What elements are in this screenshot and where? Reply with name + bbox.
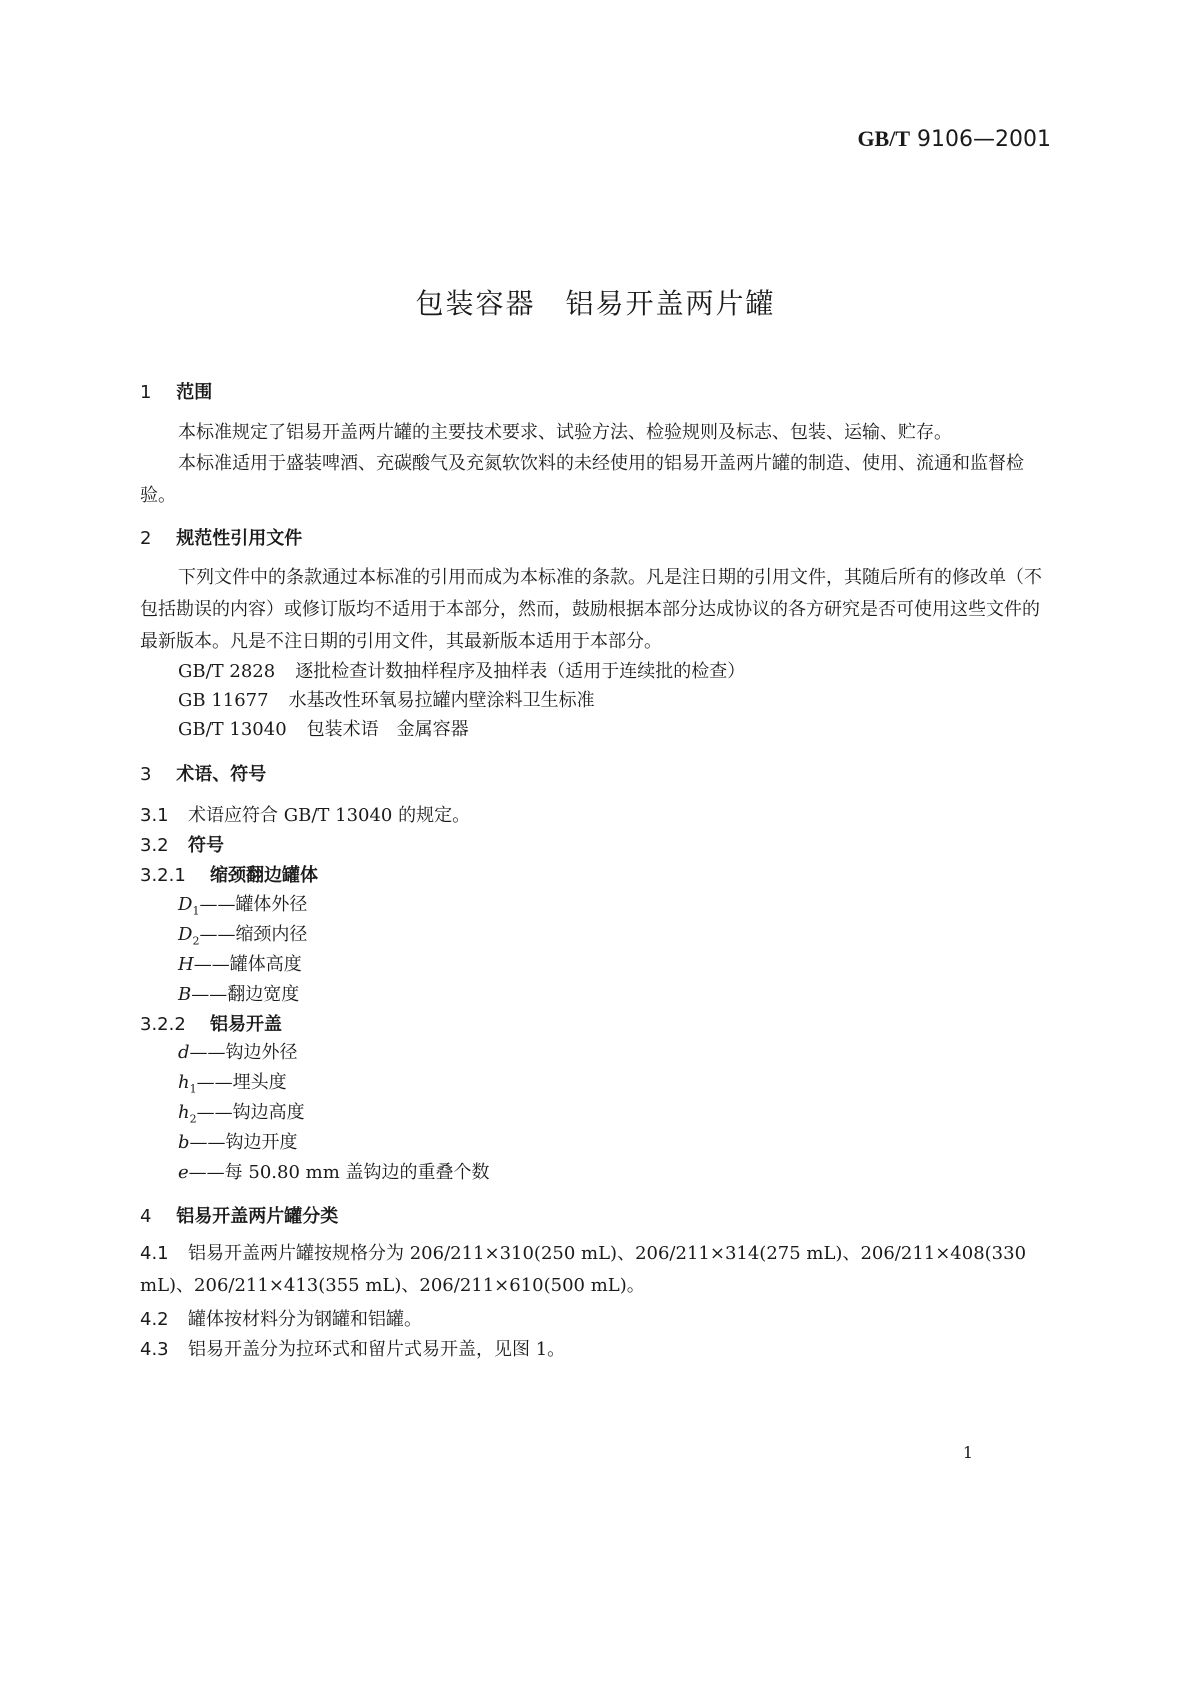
clause-4-2 bbox=[140, 1305, 422, 1331]
symbol-meaning: ——钩边开度 bbox=[189, 1132, 298, 1153]
symbol: d bbox=[178, 1042, 190, 1063]
symbol: h bbox=[178, 1072, 190, 1093]
section-3-heading bbox=[140, 760, 266, 786]
clause-3-2 bbox=[140, 831, 224, 857]
standard-code-number: 9106—2001 bbox=[917, 127, 1051, 152]
clause-number: 4.1 bbox=[140, 1243, 169, 1264]
clause-text: 罐体按材料分为钢罐和铝罐。 bbox=[188, 1309, 422, 1330]
standard-code-prefix: GB/T bbox=[857, 126, 911, 151]
clause-4-3 bbox=[140, 1335, 565, 1361]
page-number: 1 bbox=[962, 1443, 973, 1462]
reference-title: 逐批检查计数抽样程序及抽样表（适用于连续批的检查） bbox=[295, 661, 746, 682]
section-4-heading bbox=[140, 1202, 338, 1228]
symbol-definition bbox=[178, 1128, 298, 1154]
symbol-definition bbox=[178, 1038, 298, 1064]
clause-3-2-1 bbox=[140, 861, 318, 887]
symbol: B bbox=[178, 984, 192, 1005]
symbol-meaning: ——罐体外径 bbox=[199, 894, 308, 915]
section-2-heading bbox=[140, 524, 302, 550]
reference-item bbox=[178, 686, 595, 712]
symbol-definition bbox=[178, 1158, 490, 1184]
symbol-subscript: 1 bbox=[192, 904, 200, 918]
clause-text: 铝易开盖分为拉环式和留片式易开盖，见图 1。 bbox=[188, 1339, 566, 1360]
symbol: e bbox=[178, 1162, 189, 1183]
clause-number: 3.2 bbox=[140, 835, 169, 856]
clause-3-2-2 bbox=[140, 1010, 282, 1036]
reference-item bbox=[178, 715, 469, 741]
symbol-meaning: ——罐体高度 bbox=[193, 954, 302, 975]
standard-code bbox=[857, 126, 1051, 152]
paragraph: 本标准适用于盛装啤酒、充碳酸气及充氮软饮料的未经使用的铝易开盖两片罐的制造、使用、流通和监督检验。 bbox=[140, 453, 1024, 506]
symbol-definition bbox=[178, 920, 307, 948]
section-title: 规范性引用文件 bbox=[176, 528, 303, 549]
clause-text: 缩颈翻边罐体 bbox=[210, 865, 318, 886]
symbol: h bbox=[178, 1102, 190, 1123]
clause-3-1 bbox=[140, 801, 470, 827]
section-number: 3 bbox=[140, 764, 152, 785]
symbol-definition bbox=[178, 980, 299, 1006]
paragraph: 下列文件中的条款通过本标准的引用而成为本标准的条款。凡是注日期的引用文件，其随后所有的修改单（不包括勘误的内容）或修订版均不适用于本部分，然而，鼓励根据本部分达成协议的各方研究是否可使用这些文件的最新版本。凡是不注日期的引用文件，其最新版本适用于本部分。 bbox=[140, 567, 1042, 652]
reference-item bbox=[178, 657, 745, 683]
section-number: 4 bbox=[140, 1206, 152, 1227]
section-number: 2 bbox=[140, 528, 152, 549]
reference-code: GB 11677 bbox=[178, 690, 269, 711]
reference-code: GB/T 13040 bbox=[178, 719, 287, 740]
symbol-meaning: ——缩颈内径 bbox=[199, 924, 308, 945]
symbol-definition bbox=[178, 1098, 305, 1126]
symbol-definition bbox=[178, 890, 307, 918]
symbol: b bbox=[178, 1132, 190, 1153]
document-title: 包装容器 铝易开盖两片罐 bbox=[415, 287, 776, 320]
symbol-meaning: ——钩边外径 bbox=[189, 1042, 298, 1063]
symbol: H bbox=[178, 954, 194, 975]
reference-title: 包装术语 金属容器 bbox=[306, 719, 469, 740]
symbol-subscript: 2 bbox=[192, 934, 200, 948]
symbol: D bbox=[178, 924, 193, 945]
clause-text: 符号 bbox=[188, 835, 224, 856]
paragraph: 本标准规定了铝易开盖两片罐的主要技术要求、试验方法、检验规则及标志、包装、运输、贮存。 bbox=[178, 422, 952, 443]
symbol-subscript: 2 bbox=[189, 1112, 197, 1126]
clause-text: 术语应符合 GB/T 13040 的规定。 bbox=[188, 805, 471, 826]
symbol-subscript: 1 bbox=[189, 1082, 197, 1096]
reference-title: 水基改性环氧易拉罐内壁涂料卫生标准 bbox=[288, 690, 595, 711]
section-title: 铝易开盖两片罐分类 bbox=[176, 1206, 339, 1227]
section-1-heading bbox=[140, 378, 212, 404]
clause-number: 3.1 bbox=[140, 805, 169, 826]
section-title: 术语、符号 bbox=[176, 764, 267, 785]
section-title: 范围 bbox=[176, 382, 213, 403]
symbol-meaning: ——翻边宽度 bbox=[191, 984, 300, 1005]
clause-text: 铝易开盖 bbox=[210, 1014, 282, 1035]
reference-code: GB/T 2828 bbox=[178, 661, 276, 682]
clause-4-1 bbox=[140, 1238, 1055, 1302]
clause-number: 4.3 bbox=[140, 1339, 169, 1360]
symbol-meaning: ——埋头度 bbox=[196, 1072, 287, 1093]
clause-number: 3.2.1 bbox=[140, 865, 186, 886]
clause-number: 3.2.2 bbox=[140, 1014, 186, 1035]
clause-number: 4.2 bbox=[140, 1309, 169, 1330]
clause-text: 铝易开盖两片罐按规格分为 206/211×310(250 mL)、206/211×314(275 mL)、206/211×408(330 mL)、206/211×413(355 mL)、206/211×610(500 mL)。 bbox=[140, 1243, 1027, 1296]
symbol-definition bbox=[178, 950, 302, 976]
symbol: D bbox=[178, 894, 193, 915]
symbol-meaning: ——每 50.80 mm 盖钩边的重叠个数 bbox=[188, 1162, 490, 1183]
symbol-meaning: ——钩边高度 bbox=[196, 1102, 305, 1123]
section-number: 1 bbox=[140, 382, 152, 403]
symbol-definition bbox=[178, 1068, 287, 1096]
